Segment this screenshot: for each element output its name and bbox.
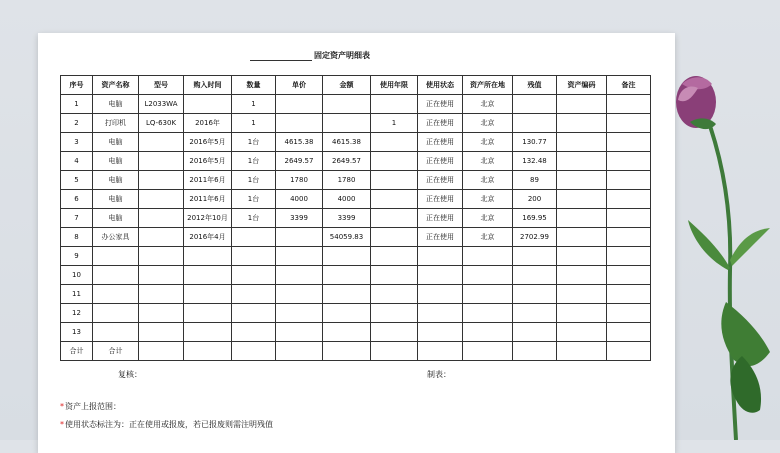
col-header: 残值 xyxy=(513,76,557,95)
table-cell xyxy=(607,152,651,171)
table-cell: 3399 xyxy=(323,209,371,228)
table-cell: 北京 xyxy=(463,114,513,133)
table-cell xyxy=(371,190,418,209)
table-cell: 3 xyxy=(61,133,93,152)
prepared-signature: 制表： xyxy=(427,370,451,379)
table-cell xyxy=(557,95,607,114)
table-cell: 2016年5月 xyxy=(184,133,232,152)
document-title xyxy=(250,50,450,64)
table-cell xyxy=(607,304,651,323)
table-cell xyxy=(323,95,371,114)
table-row xyxy=(61,95,651,114)
table-cell: 200 xyxy=(513,190,557,209)
table-row xyxy=(61,133,651,152)
table-cell xyxy=(232,323,276,342)
table-cell xyxy=(418,304,463,323)
table-row xyxy=(61,114,651,133)
table-cell xyxy=(371,171,418,190)
table-cell xyxy=(93,323,139,342)
table-cell: 13 xyxy=(61,323,93,342)
table-cell: 1台 xyxy=(232,152,276,171)
table-cell xyxy=(93,266,139,285)
table-cell: 1台 xyxy=(232,171,276,190)
table-row xyxy=(61,228,651,247)
table-cell xyxy=(232,285,276,304)
table-cell xyxy=(418,285,463,304)
table-cell xyxy=(557,190,607,209)
table-cell: 2016年5月 xyxy=(184,152,232,171)
col-header: 资产所在地 xyxy=(463,76,513,95)
leaf-shape xyxy=(721,302,770,366)
table-cell: 54059.83 xyxy=(323,228,371,247)
review-signature: 复核： xyxy=(118,370,142,379)
table-cell: 10 xyxy=(61,266,93,285)
table-cell: 北京 xyxy=(463,171,513,190)
asset-table xyxy=(60,75,651,361)
table-cell xyxy=(607,209,651,228)
table-cell: 1780 xyxy=(276,171,323,190)
note-scope-text: 资产上报范围： xyxy=(65,402,121,411)
table-cell xyxy=(184,247,232,266)
table-cell: 北京 xyxy=(463,190,513,209)
table-cell xyxy=(513,304,557,323)
table-cell: 正在使用 xyxy=(418,190,463,209)
table-cell xyxy=(371,209,418,228)
table-cell: 1780 xyxy=(323,171,371,190)
table-cell xyxy=(607,171,651,190)
table-row xyxy=(61,266,651,285)
table-cell xyxy=(513,285,557,304)
table-cell: 3399 xyxy=(276,209,323,228)
table-cell: 169.95 xyxy=(513,209,557,228)
note-scope xyxy=(60,401,121,412)
table-row xyxy=(61,304,651,323)
table-cell: 4000 xyxy=(323,190,371,209)
table-cell xyxy=(607,285,651,304)
table-cell: 2011年6月 xyxy=(184,190,232,209)
table-cell xyxy=(371,95,418,114)
table-cell xyxy=(513,114,557,133)
table-cell xyxy=(232,342,276,361)
table-cell xyxy=(371,323,418,342)
table-row xyxy=(61,209,651,228)
table-cell xyxy=(93,304,139,323)
col-header: 使用状态 xyxy=(418,76,463,95)
table-cell xyxy=(276,323,323,342)
table-cell: 1台 xyxy=(232,190,276,209)
table-cell xyxy=(184,323,232,342)
col-header: 序号 xyxy=(61,76,93,95)
table-cell xyxy=(371,342,418,361)
table-cell: L2033WA xyxy=(139,95,184,114)
note-star: * xyxy=(60,420,64,429)
title-text: 固定资产明细表 xyxy=(314,51,370,60)
table-cell: 2 xyxy=(61,114,93,133)
table-cell: 4 xyxy=(61,152,93,171)
table-cell xyxy=(557,171,607,190)
table-cell: 1台 xyxy=(232,133,276,152)
table-cell: 电脑 xyxy=(93,171,139,190)
table-cell xyxy=(513,266,557,285)
table-cell: 2649.57 xyxy=(323,152,371,171)
table-cell xyxy=(513,342,557,361)
table-cell: 132.48 xyxy=(513,152,557,171)
table-cell xyxy=(184,95,232,114)
table-cell xyxy=(323,247,371,266)
table-cell xyxy=(139,228,184,247)
table-cell xyxy=(418,266,463,285)
table-cell: 2702.99 xyxy=(513,228,557,247)
table-cell: 5 xyxy=(61,171,93,190)
table-cell: 合计 xyxy=(61,342,93,361)
table-cell xyxy=(513,95,557,114)
table-cell: 1 xyxy=(371,114,418,133)
col-header: 资产名称 xyxy=(93,76,139,95)
table-cell xyxy=(323,304,371,323)
table-cell xyxy=(276,285,323,304)
table-cell: 1 xyxy=(61,95,93,114)
table-cell: 4000 xyxy=(276,190,323,209)
table-cell: 正在使用 xyxy=(418,209,463,228)
table-cell xyxy=(607,114,651,133)
table-cell xyxy=(323,114,371,133)
table-cell xyxy=(371,266,418,285)
table-cell xyxy=(557,228,607,247)
table-row xyxy=(61,323,651,342)
table-cell: 电脑 xyxy=(93,190,139,209)
table-cell xyxy=(139,342,184,361)
table-cell xyxy=(93,285,139,304)
table-cell xyxy=(513,247,557,266)
table-cell xyxy=(276,95,323,114)
table-cell: 6 xyxy=(61,190,93,209)
table-cell xyxy=(418,342,463,361)
leaf-shape xyxy=(730,228,770,266)
table-cell: 正在使用 xyxy=(418,133,463,152)
table-cell xyxy=(463,342,513,361)
table-cell: 北京 xyxy=(463,152,513,171)
table-cell xyxy=(232,266,276,285)
title-blank-line xyxy=(250,52,312,61)
table-cell xyxy=(276,266,323,285)
flower-stem xyxy=(708,120,736,440)
table-cell xyxy=(371,228,418,247)
table-cell xyxy=(139,323,184,342)
table-cell xyxy=(323,342,371,361)
table-cell: 电脑 xyxy=(93,209,139,228)
table-cell: 1 xyxy=(232,95,276,114)
table-cell: 4615.38 xyxy=(323,133,371,152)
table-cell xyxy=(463,247,513,266)
table-cell: 2649.57 xyxy=(276,152,323,171)
table-cell xyxy=(607,190,651,209)
table-cell xyxy=(557,266,607,285)
table-cell xyxy=(139,209,184,228)
table-cell xyxy=(513,323,557,342)
table-cell: 130.77 xyxy=(513,133,557,152)
table-cell xyxy=(232,228,276,247)
table-cell: 1台 xyxy=(232,209,276,228)
col-header: 型号 xyxy=(139,76,184,95)
col-header: 购入时间 xyxy=(184,76,232,95)
table-cell: 电脑 xyxy=(93,152,139,171)
table-cell xyxy=(139,247,184,266)
table-cell: 12 xyxy=(61,304,93,323)
table-header-row xyxy=(61,76,651,95)
table-cell xyxy=(607,323,651,342)
table-row xyxy=(61,247,651,266)
table-cell: 电脑 xyxy=(93,133,139,152)
table-cell xyxy=(463,285,513,304)
table-cell xyxy=(371,152,418,171)
table-cell: 合计 xyxy=(93,342,139,361)
table-cell xyxy=(276,247,323,266)
table-cell: 办公家具 xyxy=(93,228,139,247)
table-cell xyxy=(607,247,651,266)
table-cell xyxy=(184,266,232,285)
table-cell xyxy=(323,266,371,285)
table-cell xyxy=(557,247,607,266)
table-cell: 北京 xyxy=(463,95,513,114)
table-cell: 正在使用 xyxy=(418,152,463,171)
table-row xyxy=(61,342,651,361)
table-cell: 正在使用 xyxy=(418,114,463,133)
table-cell xyxy=(371,133,418,152)
col-header: 数量 xyxy=(232,76,276,95)
table-cell: 2016年4月 xyxy=(184,228,232,247)
table-cell xyxy=(184,342,232,361)
table-cell xyxy=(371,285,418,304)
table-cell: 7 xyxy=(61,209,93,228)
table-cell: 11 xyxy=(61,285,93,304)
table-row xyxy=(61,152,651,171)
table-cell xyxy=(557,152,607,171)
table-cell xyxy=(607,228,651,247)
table-cell: 正在使用 xyxy=(418,95,463,114)
table-cell xyxy=(463,304,513,323)
table-cell: 打印机 xyxy=(93,114,139,133)
table-cell: 正在使用 xyxy=(418,228,463,247)
table-cell xyxy=(557,304,607,323)
table-row xyxy=(61,171,651,190)
leaf-shape xyxy=(688,220,730,270)
table-cell xyxy=(232,304,276,323)
table-cell xyxy=(607,266,651,285)
table-cell xyxy=(276,228,323,247)
table-cell: 89 xyxy=(513,171,557,190)
table-cell xyxy=(557,209,607,228)
table-cell xyxy=(418,323,463,342)
col-header: 使用年限 xyxy=(371,76,418,95)
table-cell: 北京 xyxy=(463,228,513,247)
note-status-text: 使用状态标注为：正在使用或报废，若已报废则需注明残值 xyxy=(65,420,273,429)
table-cell: 北京 xyxy=(463,209,513,228)
table-cell: 正在使用 xyxy=(418,171,463,190)
col-header: 金额 xyxy=(323,76,371,95)
table-cell xyxy=(276,342,323,361)
table-cell xyxy=(184,304,232,323)
table-cell xyxy=(557,133,607,152)
table-cell xyxy=(139,152,184,171)
table-cell xyxy=(418,247,463,266)
table-cell xyxy=(232,247,276,266)
table-cell xyxy=(139,171,184,190)
table-row xyxy=(61,190,651,209)
table-cell: 8 xyxy=(61,228,93,247)
col-header: 资产编码 xyxy=(557,76,607,95)
col-header: 备注 xyxy=(607,76,651,95)
table-cell xyxy=(557,342,607,361)
table-cell xyxy=(323,323,371,342)
table-cell xyxy=(139,133,184,152)
table-cell: 4615.38 xyxy=(276,133,323,152)
table-cell xyxy=(139,285,184,304)
table-cell xyxy=(463,266,513,285)
table-cell xyxy=(276,304,323,323)
table-cell: 北京 xyxy=(463,133,513,152)
table-cell xyxy=(557,323,607,342)
table-cell xyxy=(139,266,184,285)
flower-decoration xyxy=(660,70,780,440)
table-cell xyxy=(184,285,232,304)
table-cell xyxy=(463,323,513,342)
table-cell xyxy=(93,247,139,266)
table-cell: 9 xyxy=(61,247,93,266)
table-cell xyxy=(607,133,651,152)
table-cell xyxy=(607,342,651,361)
note-status-rule xyxy=(60,419,273,430)
table-cell xyxy=(139,304,184,323)
col-header: 单价 xyxy=(276,76,323,95)
table-cell xyxy=(607,95,651,114)
table-cell xyxy=(557,285,607,304)
table-cell: 2012年10月 xyxy=(184,209,232,228)
table-cell: 2016年 xyxy=(184,114,232,133)
table-cell: 2011年6月 xyxy=(184,171,232,190)
table-cell: 电脑 xyxy=(93,95,139,114)
table-cell xyxy=(276,114,323,133)
table-cell: 1 xyxy=(232,114,276,133)
table-cell xyxy=(371,247,418,266)
table-cell: LQ-630K xyxy=(139,114,184,133)
table-cell xyxy=(139,190,184,209)
table-cell xyxy=(557,114,607,133)
table-row xyxy=(61,285,651,304)
table-cell xyxy=(371,304,418,323)
note-star: * xyxy=(60,402,64,411)
table-cell xyxy=(323,285,371,304)
